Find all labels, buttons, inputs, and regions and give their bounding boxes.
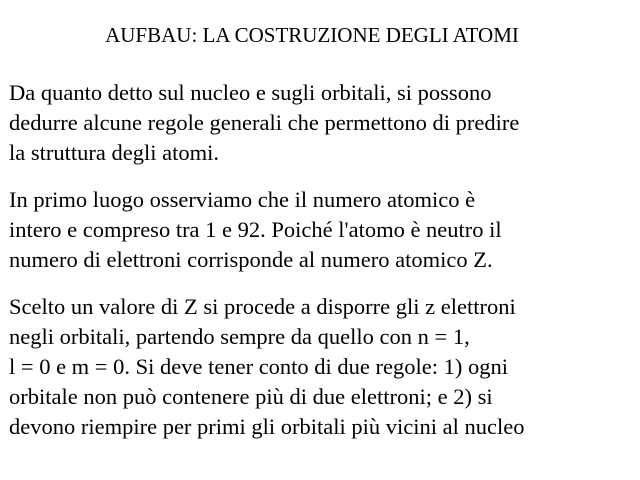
paragraph-line: devono riempire per primi gli orbitali più vicini al nucleo xyxy=(9,414,525,439)
paragraph-line: intero e compreso tra 1 e 92. Poiché l'atomo è neutro il xyxy=(9,217,502,242)
paragraph-line: Scelto un valore di Z si procede a disporre gli z elettroni xyxy=(9,294,516,319)
paragraph-atomic-number xyxy=(9,185,634,275)
paragraph-line: l = 0 e m = 0. Si deve tener conto di due regole: 1) ogni xyxy=(9,354,509,379)
paragraph-line: la struttura degli atomi. xyxy=(9,140,219,165)
paragraph-rules xyxy=(9,292,634,442)
paragraph-line: Da quanto detto sul nucleo e sugli orbitali, si possono xyxy=(9,80,492,105)
paragraph-line: orbitale non può contenere più di due elettroni; e 2) si xyxy=(9,384,493,409)
paragraph-line: dedurre alcune regole generali che permettono di predire xyxy=(9,110,520,135)
slide-title: AUFBAU: LA COSTRUZIONE DEGLI ATOMI xyxy=(105,23,519,47)
paragraph-line: numero di elettroni corrisponde al numero atomico Z. xyxy=(9,247,493,272)
paragraph-intro xyxy=(9,78,634,168)
paragraph-line: negli orbitali, partendo sempre da quello con n = 1, xyxy=(9,324,470,349)
paragraph-line: In primo luogo osserviamo che il numero atomico è xyxy=(9,187,476,212)
